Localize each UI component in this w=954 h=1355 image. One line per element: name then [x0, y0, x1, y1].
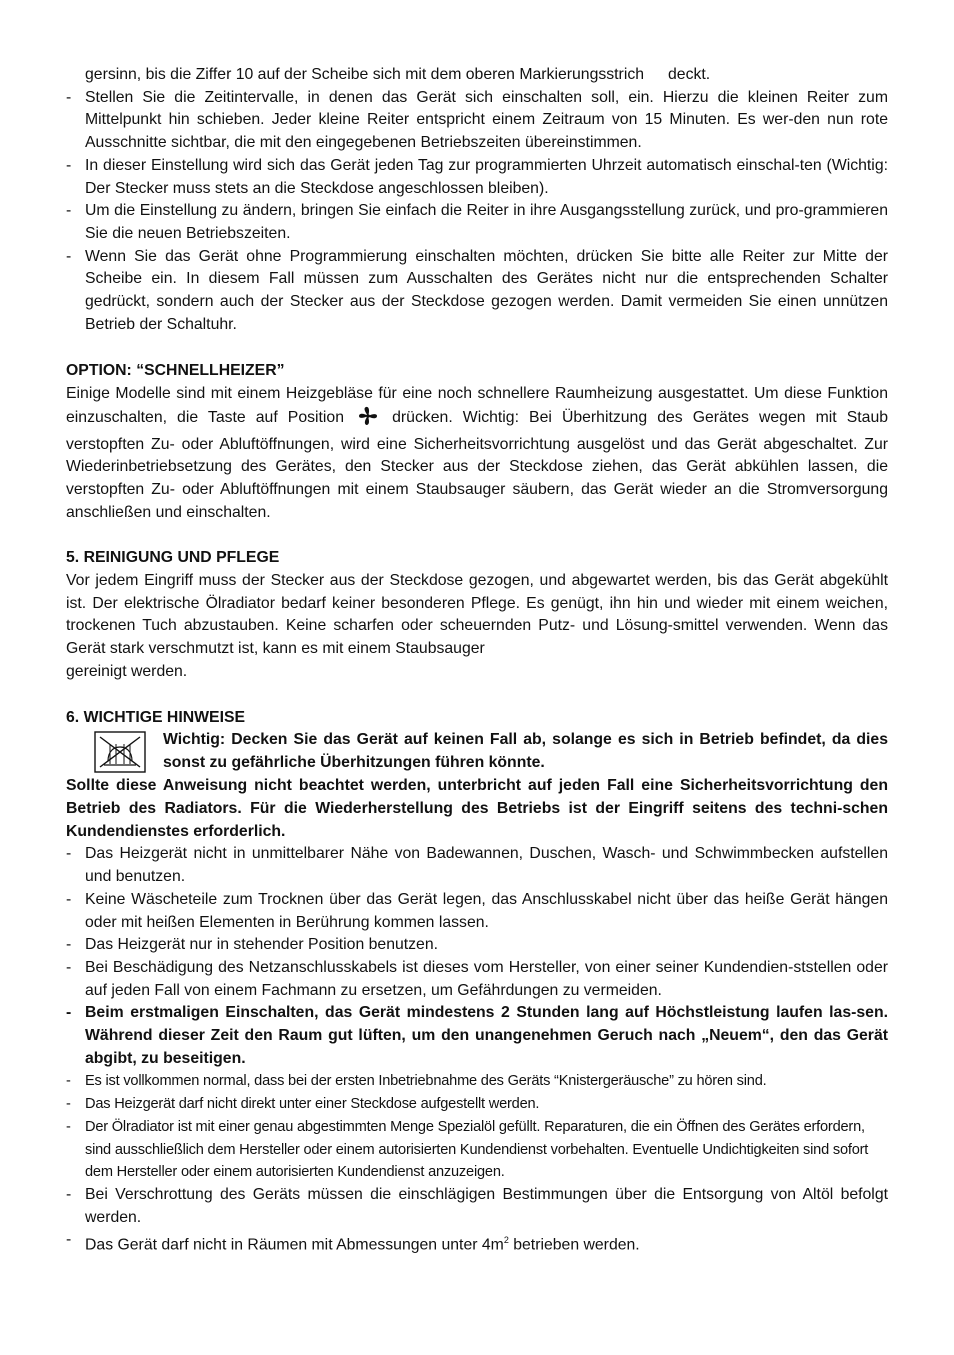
notes-heading: 6. WICHTIGE HINWEISE — [66, 708, 246, 726]
intro-bullet-3: - Um die Einstellung zu ändern, bringen Sie einfach die Reiter in ihre Ausgangsstellung zurück, und pro-grammieren Sie die neuen Betriebszeiten. — [66, 200, 888, 245]
option-heading: OPTION: “SCHNELLHEIZER” — [66, 362, 285, 380]
notes-bullet-10-end: betrieben werden. — [508, 1236, 640, 1254]
notes-bullet-10-text: Das Gerät darf nicht in Räumen mit Abmessungen unter 4m — [85, 1236, 504, 1254]
option-text-before-icon: Einige Modelle sind mit einem Heizgebläse für eine noch schnellere Raumheizung ausgestattet. Um diese Funktion einzuschalten, die Taste auf Position — [66, 385, 888, 426]
intro-first-line: gersinn, bis die Ziffer 10 auf der Scheibe sich mit dem oberen Markierungsstrich — [85, 66, 645, 83]
warning-text: Wichtig: Decken Sie das Gerät auf keinen Fall ab, solange es sich in Betrieb befindet, da dies sonst zu gefährliche Überhitzungen führen könnte. — [163, 731, 888, 771]
notes-bullet-10 — [66, 1229, 888, 1257]
notes-bullet-2: - Keine Wäscheteile zum Trocknen über das Gerät legen, das Anschlusskabel nicht über das heiße Gerät hängen oder mit heißen Elementen in Berührung kommen lassen. — [66, 889, 888, 934]
intro-bullet-2: - In dieser Einstellung wird sich das Gerät jeden Tag zur programmierten Uhrzeit automatisch einschal-ten (Wichtig: Der Stecker muss stets an die Steckdose angeschlossen bleiben). — [66, 155, 888, 200]
do-not-cover-icon — [94, 731, 146, 781]
cleaning-heading: 5. REINIGUNG UND PFLEGE — [66, 549, 280, 567]
option-text-after-icon: drücken. Wichtig: Bei Überhitzung des Gerätes wegen mit Staub verstopften Zu- oder Abluftöffnungen, wird eine Sicherheitsvorrichtung ausgelöst und das Gerät abgeschaltet. Zur Wiederinbetriebsetzung des Gerätes, den Stecker aus der Steckdose ziehen, das Gerät abkühlen lassen, die verstopften Zu- oder Abluftöffnungen mit einem Staubsauger säubern, das Gerät wieder an die Stromversorgung anschließen und einschalten. — [66, 408, 889, 521]
intro-continued-line — [66, 64, 888, 87]
notes-bullet-1: - Das Heizgerät nicht in unmittelbarer Nähe von Badewannen, Duschen, Wasch- und Schwimmbecken aufstellen und benutzen. — [66, 843, 888, 888]
notes-bullet-8: - Der Ölradiator ist mit einer genau abgestimmten Menge Spezialöl gefüllt. Reparaturen, die ein Öffnen des Gerätes erfordern, sind ausschließlich dem Hersteller oder einem autorisierten Kundendienst vorbehalten. Eventuelle Undichtigkeiten sind sofort dem Hersteller oder einem autorisierten Kundendienst anzuzeigen. — [66, 1116, 888, 1184]
cleaning-paragraph-end: gereinigt werden. — [66, 662, 188, 680]
option-paragraph — [66, 383, 888, 524]
intro-first-line-end: deckt. — [668, 66, 711, 83]
intro-bullet-4: - Wenn Sie das Gerät ohne Programmierung einschalten möchten, drücken Sie bitte alle Reiter zur Mitte der Scheibe ein. In diesem Fall müssen zum Ausschalten des Gerätes nicht nur die entsprechenden Schalter gedrückt, sondern auch der Stecker aus der Steckdose gezogen werden. Damit vermeiden Sie einen unnützen Betrieb der Schaltuhr. — [66, 246, 888, 337]
notes-bullet-9: - Bei Verschrottung des Geräts müssen die einschlägigen Bestimmungen über die Entsorgung von Altöl befolgt werden. — [66, 1184, 888, 1229]
warning-followup: Sollte diese Anweisung nicht beachtet werden, unterbricht auf jeden Fall eine Sicherheitsvorrichtung den Betrieb des Radiators. Für die Wiederherstellung des Betriebs ist der Eingriff seitens des techni-schen Kundendienstes erforderlich. — [66, 777, 888, 840]
superscript-2: 2 — [503, 1235, 509, 1246]
intro-bullet-1: - Stellen Sie die Zeitintervalle, in denen das Gerät sich einschalten soll, ein. Hierzu die kleinen Reiter zum Mittelpunkt hin schieben. Jeder kleine Reiter entspricht einem Zeitraum von 15 Minuten. Es wer-den nun rote Ausschnitte sichtbar, die mit den eingegebenen Betriebszeiten übereinstimmen. — [66, 87, 888, 155]
cleaning-paragraph: Vor jedem Eingriff muss der Stecker aus der Steckdose gezogen, und abgewartet werden, bis das Gerät abgekühlt ist. Der elektrische Ölradiator bedarf keiner besonderen Pflege. Es genügt, ihn hin und wieder mit einem weichen, trockenen Tuch abzustauben. Keine scharfen oder scheuernden Putz- und Lösung-smittel verwenden. Wenn das Gerät stark verschmutzt ist, kann es mit einem Staubsauger — [66, 572, 888, 658]
manual-page — [66, 64, 888, 1257]
notes-bullet-5: - Beim erstmaligen Einschalten, das Gerät mindestens 2 Stunden lang auf Höchstleistung laufen las-sen. Während dieser Zeit den Raum gut lüften, um den unangenehmen Geruch nach „Neuem“, den das Gerät abgibt, zu beseitigen. — [66, 1002, 888, 1070]
notes-bullet-6: - Es ist vollkommen normal, dass bei der ersten Inbetriebnahme des Geräts “Knistergeräusche” zu hören sind. — [66, 1070, 888, 1093]
warning-block — [66, 729, 888, 775]
notes-bullet-7: - Das Heizgerät darf nicht direkt unter einer Steckdose aufgestellt werden. — [66, 1093, 888, 1116]
fan-icon — [357, 406, 379, 434]
notes-bullet-4: - Bei Beschädigung des Netzanschlusskabels ist dieses vom Hersteller, von einer seiner Kundendien-ststellen oder auf jeden Fall von einem Fachmann zu ersetzen, um Gefährdungen zu vermeiden. — [66, 957, 888, 1002]
notes-bullet-3: - Das Heizgerät nur in stehender Position benutzen. — [66, 934, 888, 957]
